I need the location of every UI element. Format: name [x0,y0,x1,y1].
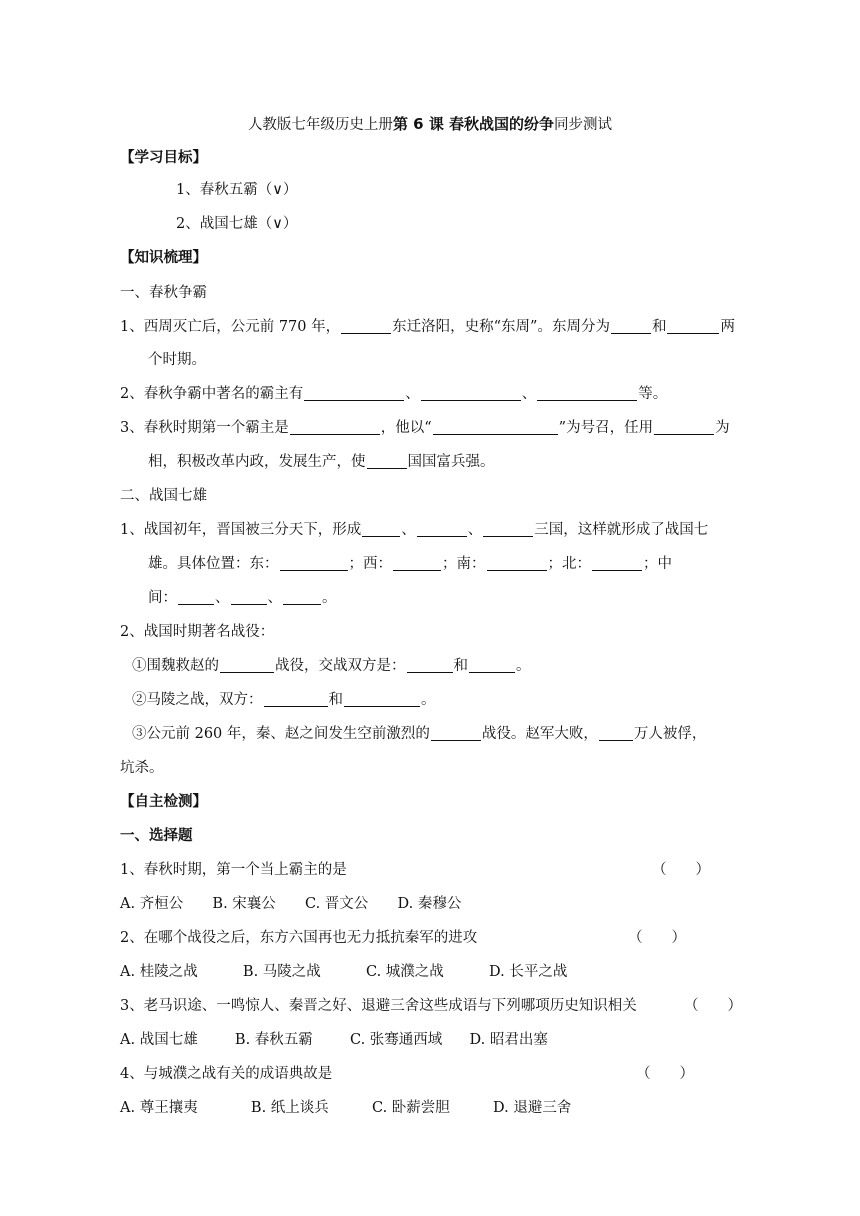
answer-blank[interactable] [431,725,481,741]
text: 等。 [638,386,668,402]
options-1 [120,894,461,914]
option-a[interactable]: A. 战国七雄 [120,1032,198,1048]
text: 间： [148,590,177,606]
part2-battle-1 [132,656,531,676]
answer-blank[interactable] [483,521,533,537]
text: ①围魏救赵的 [132,658,219,674]
question-3: 3、老马识途、一鸣惊人、秦晋之好、退避三舍这些成语与下列哪项历史知识相关 [120,998,637,1014]
text: ；西： [348,556,392,572]
text: ；北： [547,556,591,572]
part1-q3-line1 [120,418,730,438]
answer-blank[interactable] [433,419,558,435]
text: ，他以“ [380,420,432,436]
title-prefix: 人教版七年级历史上册 [247,117,393,133]
answer-blank[interactable] [599,725,633,741]
answer-blank[interactable] [421,385,521,401]
answer-paren[interactable]: （ ） [652,862,710,878]
text: ②马陵之战，双方： [132,692,263,708]
objective-item: 2、战国七雄（∨） [176,216,298,232]
text: 三国，这样就形成了战国七 [534,522,709,538]
text: ；南： [442,556,486,572]
answer-blank[interactable] [178,589,214,605]
part2-q1-line2 [148,554,672,574]
options-2 [120,962,567,982]
section-objectives: 【学习目标】 [120,150,207,166]
answer-blank[interactable] [487,555,547,571]
question-4: 4、与城濮之战有关的成语典故是 [120,1066,333,1082]
answer-blank[interactable] [290,419,380,435]
option-d[interactable]: D. 秦穆公 [397,896,462,912]
answer-blank[interactable] [344,691,420,707]
answer-blank[interactable] [417,521,467,537]
question-1: 1、春秋时期，第一个当上霸主的是 [120,862,347,878]
text: 战役。赵军大败， [481,726,598,742]
answer-blank[interactable] [393,555,441,571]
answer-paren[interactable]: （ ） [628,930,686,946]
choice-heading: 一、选择题 [120,828,193,844]
answer-blank[interactable] [362,521,400,537]
text: 东迁洛阳，史称“东周”。东周分为 [392,319,610,335]
answer-paren[interactable]: （ ） [636,1066,694,1082]
text: 、 [401,522,416,538]
option-c[interactable]: C. 晋文公 [305,896,369,912]
part2-q1-line1 [120,520,708,540]
text: 、 [215,590,230,606]
answer-blank[interactable] [469,657,515,673]
text: 两 [720,319,735,335]
answer-blank[interactable] [611,318,651,334]
answer-blank[interactable] [367,453,407,469]
question-2: 2、在哪个战役之后，东方六国再也无力抵抗秦军的进攻 [120,930,478,946]
objective-item: 1、春秋五霸（∨） [176,182,298,198]
section-knowledge: 【知识梳理】 [120,250,207,266]
answer-blank[interactable] [407,657,453,673]
text: 。 [322,590,337,606]
option-d[interactable]: D. 长平之战 [489,964,568,980]
option-b[interactable]: B. 纸上谈兵 [250,1100,329,1116]
answer-blank[interactable] [231,589,267,605]
answer-blank[interactable] [283,589,321,605]
answer-blank[interactable] [341,318,391,334]
option-d[interactable]: D. 退避三舍 [493,1100,572,1116]
text: 雄。具体位置：东： [148,556,279,572]
text: 3、春秋时期第一个霸主是 [120,420,289,436]
part1-q2 [120,384,667,404]
answer-paren[interactable]: （ ） [684,998,742,1014]
part2-battle-3 [132,724,706,744]
title-lesson: 第 6 课 春秋战国的纷争 [392,115,555,133]
text: 为 [715,420,730,436]
text: 2、春秋争霸中著名的霸主有 [120,386,304,402]
options-4 [120,1098,571,1118]
title-suffix: 同步测试 [554,117,613,133]
option-c[interactable]: C. 卧薪尝胆 [372,1100,450,1116]
option-b[interactable]: B. 马陵之战 [242,964,321,980]
option-c[interactable]: C. 张骞通西域 [350,1032,443,1048]
text: 和 [453,658,468,674]
part1-q3-line2 [148,452,495,472]
document-title [0,114,860,135]
option-a[interactable]: A. 尊王攘夷 [120,1100,198,1116]
part1-q1-line2: 个时期。 [148,352,206,368]
option-b[interactable]: B. 春秋五霸 [234,1032,313,1048]
part1-q1-line1 [120,317,735,337]
part2-q1-line3 [148,588,337,608]
text: 、 [405,386,420,402]
text: 和 [651,319,667,335]
options-3 [120,1030,548,1050]
text: 战役，交战双方是： [275,658,406,674]
text: 国国富兵强。 [407,454,495,470]
text: 、 [467,522,483,538]
answer-blank[interactable] [537,385,637,401]
answer-blank[interactable] [220,657,274,673]
part1-heading: 一、春秋争霸 [120,285,207,301]
text: 和 [328,692,343,708]
text: 相，积极改革内政，发展生产，使 [148,454,366,470]
text: 、 [521,386,537,402]
option-b[interactable]: B. 宋襄公 [212,896,276,912]
answer-blank[interactable] [592,555,642,571]
text: 。 [516,658,531,674]
part2-q2: 2、战国时期著名战役： [120,624,275,640]
answer-blank[interactable] [264,691,328,707]
text: 、 [267,590,282,606]
option-d[interactable]: D. 昭君出塞 [469,1032,548,1048]
section-self-check: 【自主检测】 [120,794,207,810]
text: ”为号召，任用 [558,420,654,436]
part2-battle-3-cont: 坑杀。 [120,760,164,776]
text: 1、战国初年，晋国被三分天下，形成 [120,522,362,538]
answer-blank[interactable] [667,318,719,334]
option-a[interactable]: A. 桂陵之战 [120,964,198,980]
text: 。 [421,692,436,708]
text: 1、西周灭亡后，公元前 770 年， [120,319,341,335]
option-a[interactable]: A. 齐桓公 [120,896,184,912]
text: ③公元前 260 年，秦、赵之间发生空前激烈的 [132,726,430,742]
part2-battle-2 [132,690,436,710]
text: ；中 [643,556,672,572]
answer-blank[interactable] [654,419,714,435]
option-c[interactable]: C. 城濮之战 [366,964,444,980]
text: 万人被俘， [633,726,707,742]
answer-blank[interactable] [304,385,404,401]
part2-heading: 二、战国七雄 [120,488,207,504]
answer-blank[interactable] [280,555,348,571]
